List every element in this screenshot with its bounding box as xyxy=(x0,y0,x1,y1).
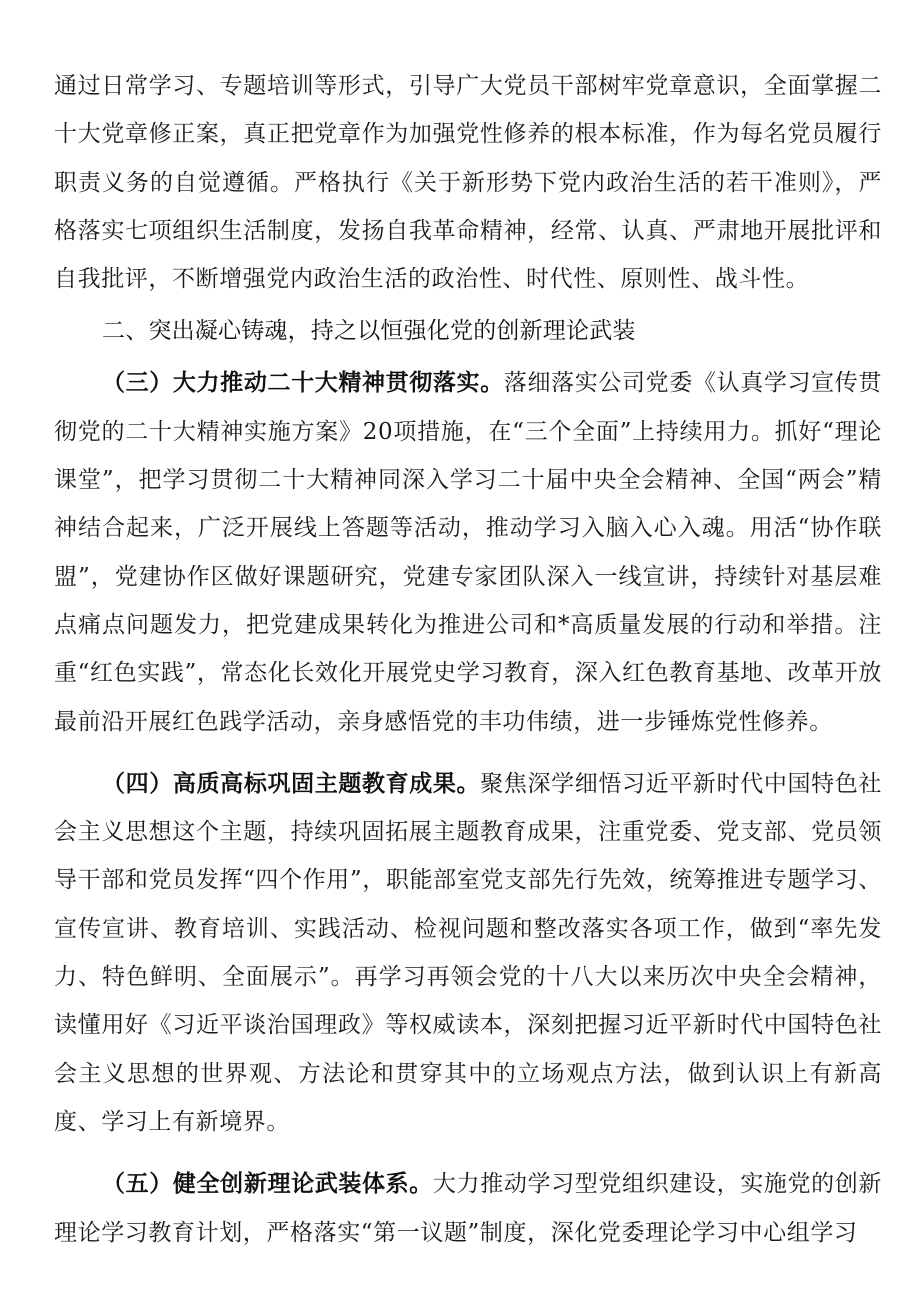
document-page xyxy=(54,62,882,1257)
paragraph-text: 通过日常学习、专题培训等形式，引导广大党员干部树牢党章意识，全面掌握二十大党章修正案，真正把党章作为加强党性修养的根本标准，作为每名党员履行职责义务的自觉遵循。严格执行《关于新形势下党内政治生活的若干准则》，严格落实七项组织生活制度，发扬自我革命精神，经常、认真、严肃地开展批评和自我批评，不断增强党内政治生活的政治性、时代性、原则性、战斗性。 xyxy=(54,73,882,293)
subsection-heading-4: （四）高质高标巩固主题教育成果。 xyxy=(102,770,481,797)
paragraph-spacer xyxy=(54,1146,882,1160)
paragraph-text: 大力推动学习型党组织建设，实施党的创新理论学习教育计划，严格落实“第一议题”制度，深化党委理论学习中心组学习 xyxy=(54,1171,882,1246)
paragraph-text: 聚焦深学细悟习近平新时代中国特色社会主义思想这个主题，持续巩固拓展主题教育成果，注重党委、党支部、党员领导干部和党员发挥“四个作用”，职能部室党支部先行先效，统筹推进专题学习、宣传宣讲、教育培训、实践活动、检视问题和整改落实各项工作，做到“率先发力、特色鲜明、全面展示”。再学习再领会党的十八大以来历次中央全会精神，读懂用好《习近平谈治国理政》等权威读本，深刻把握习近平新时代中国特色社会主义思想的世界观、方法论和贯穿其中的立场观点方法，做到认识上有新高度、学习上有新境界。 xyxy=(54,770,882,1135)
section-heading: 二、突出凝心铸魂，持之以恒强化党的创新理论武装 xyxy=(102,318,636,345)
paragraph-spacer xyxy=(54,746,882,760)
paragraph-text: 落细落实公司党委《认真学习宣传贯彻党的二十大精神实施方案》20项措施，在“三个全面”上持续用力。抓好“理论课堂”，把学习贯彻二十大精神同深入学习二十届中央全会精神、全国“两会”精神结合起来，广泛开展线上答题等活动，推动学习入脑入心入魂。用活“协作联盟”，党建协作区做好课题研究，党建专家团队深入一线宣讲，持续针对基层难点痛点问题发力，把党建成果转化为推进公司和*高质量发展的行动和举措。注重“红色实践”，常态化长效化开展党史学习教育，深入红色教育基地、改革开放最前沿开展红色践学活动，亲身感悟党的丰功伟绩，进一步锤炼党性修养。 xyxy=(54,370,883,735)
subsection-heading-5: （五）健全创新理论武装体系。 xyxy=(102,1171,433,1198)
paragraph-section-5 xyxy=(54,1160,882,1257)
paragraph-party-constitution xyxy=(54,62,882,303)
paragraph-section-4 xyxy=(54,760,882,1146)
paragraph-section-3 xyxy=(54,359,882,745)
subsection-heading-3: （三）大力推动二十大精神贯彻落实。 xyxy=(102,370,504,397)
